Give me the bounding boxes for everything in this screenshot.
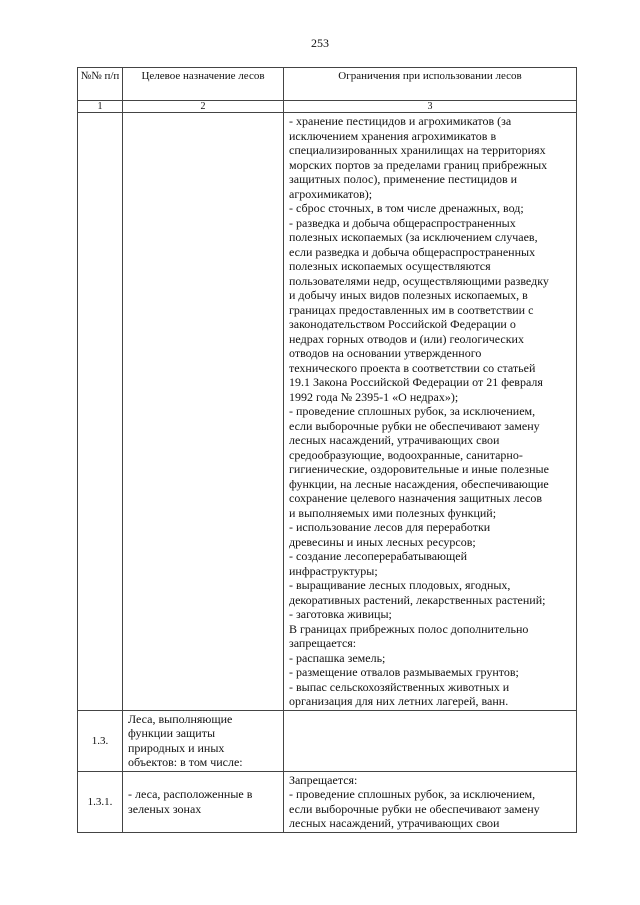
- restriction-line: 1992 года № 2395-1 «О недрах»);: [289, 389, 459, 404]
- restriction-line: лесных насаждений, утрачивающих свои: [289, 433, 500, 447]
- restrictions-cell: [284, 113, 577, 711]
- restriction-line: - сброс сточных, в том числе дренажных, вод;: [289, 201, 524, 215]
- restriction-line: агрохимикатов);: [289, 186, 373, 201]
- restriction-line: - размещение отвалов размываемых грунтов;: [289, 665, 519, 679]
- purpose-line: объектов: в том числе:: [128, 755, 243, 769]
- restriction-line: инфраструктуры;: [289, 563, 378, 578]
- table-row: [78, 771, 577, 832]
- column-number-1: 1: [78, 101, 123, 113]
- column-number-2: 2: [123, 101, 284, 113]
- purpose-cell: [123, 710, 284, 771]
- restrictions-cell: [284, 771, 577, 832]
- purpose-cell: [123, 113, 284, 711]
- purpose-line: функции защиты: [128, 726, 216, 740]
- restriction-line: 19.1 Закона Российской Федерации от 21 февраля: [289, 375, 543, 389]
- restriction-line: - заготовка живицы;: [289, 607, 392, 621]
- column-number-row: [78, 101, 577, 113]
- restriction-line: морских портов за пределами границ прибрежных: [289, 157, 548, 172]
- page-number: 253: [311, 36, 329, 50]
- restriction-line: отводов на основании утвержденного: [289, 346, 482, 360]
- restriction-line: декоративных растений, лекарственных растений;: [289, 592, 546, 607]
- restriction-line: законодательством Российской Федерации о: [289, 317, 516, 331]
- restriction-line: - проведение сплошных рубок, за исключением,: [289, 404, 536, 418]
- restriction-line: - выпас сельскохозяйственных животных и: [289, 679, 510, 694]
- restriction-line: - проведение сплошных рубок, за исключением,: [289, 787, 536, 801]
- restriction-line: функции, на лесные насаждения, обеспечивающие: [289, 476, 549, 491]
- purpose-cell: [123, 771, 284, 832]
- restriction-line: технического проекта в соответствии со статьей: [289, 360, 536, 375]
- restriction-line: если выборочные рубки не обеспечивают замену: [289, 418, 540, 433]
- table-row: [78, 710, 577, 771]
- table-header-row: [78, 68, 577, 101]
- restriction-line: Запрещается:: [289, 772, 358, 787]
- restriction-line: - создание лесоперерабатывающей: [289, 549, 468, 563]
- restriction-line: если разведка и добыча общераспространенных: [289, 244, 536, 259]
- purpose-line: зеленых зонах: [128, 801, 202, 816]
- forest-restrictions-table: [77, 67, 577, 833]
- restriction-line: полезных ископаемых осуществляются: [289, 259, 491, 273]
- table-row: [78, 113, 577, 711]
- restriction-line: полезных ископаемых (за исключением случаев,: [289, 230, 538, 244]
- restriction-line: границах предоставленных им в соответствии с: [289, 302, 534, 317]
- restriction-line: если выборочные рубки не обеспечивают замену: [289, 801, 540, 816]
- restrictions-cell: [284, 710, 577, 771]
- restriction-line: средообразующие, водоохранные, санитарно-: [289, 447, 523, 462]
- restriction-line: исключением хранения агрохимикатов в: [289, 128, 497, 143]
- restriction-line: - разведка и добыча общераспространенных: [289, 215, 516, 230]
- row-number-cell: 1.3.1.: [78, 771, 123, 832]
- restriction-line: организация для них летних лагерей, ванн.: [289, 694, 509, 708]
- restriction-line: недрах горных отводов и (или) геологических: [289, 331, 524, 346]
- restriction-line: лесных насаждений, утрачивающих свои: [289, 816, 500, 830]
- restriction-line: и выполняемых ими полезных функций;: [289, 505, 497, 520]
- header-restrictions: Ограничения при использовании лесов: [284, 68, 577, 101]
- restriction-line: древесины и иных лесных ресурсов;: [289, 534, 476, 549]
- restriction-line: запрещается:: [289, 636, 357, 650]
- restriction-line: - хранение пестицидов и агрохимикатов (за: [289, 114, 512, 128]
- purpose-line: природных и иных: [128, 740, 225, 755]
- restriction-line: специализированных хранилищах на территориях: [289, 143, 546, 157]
- restriction-line: защитных полос), применение пестицидов и: [289, 172, 518, 186]
- purpose-line: Леса, выполняющие: [128, 711, 233, 726]
- restriction-line: и добычу иных видов полезных ископаемых, в: [289, 288, 528, 302]
- restriction-line: гигиенические, оздоровительные и иные полезные: [289, 462, 549, 476]
- header-purpose: Целевое назначение лесов: [123, 68, 284, 101]
- restriction-line: пользователями недр, осуществляющими разведку: [289, 273, 549, 288]
- restriction-line: - выращивание лесных плодовых, ягодных,: [289, 578, 511, 592]
- header-number: №№ п/п: [78, 68, 123, 101]
- restriction-line: В границах прибрежных полос дополнительно: [289, 621, 529, 636]
- row-number-cell: [78, 113, 123, 711]
- row-number-cell: 1.3.: [78, 710, 123, 771]
- restriction-line: - использование лесов для переработки: [289, 520, 491, 534]
- restriction-line: - распашка земель;: [289, 650, 386, 665]
- restriction-line: сохранение целевого назначения защитных лесов: [289, 491, 543, 505]
- purpose-line: - леса, расположенные в: [128, 787, 253, 801]
- column-number-3: 3: [284, 101, 577, 113]
